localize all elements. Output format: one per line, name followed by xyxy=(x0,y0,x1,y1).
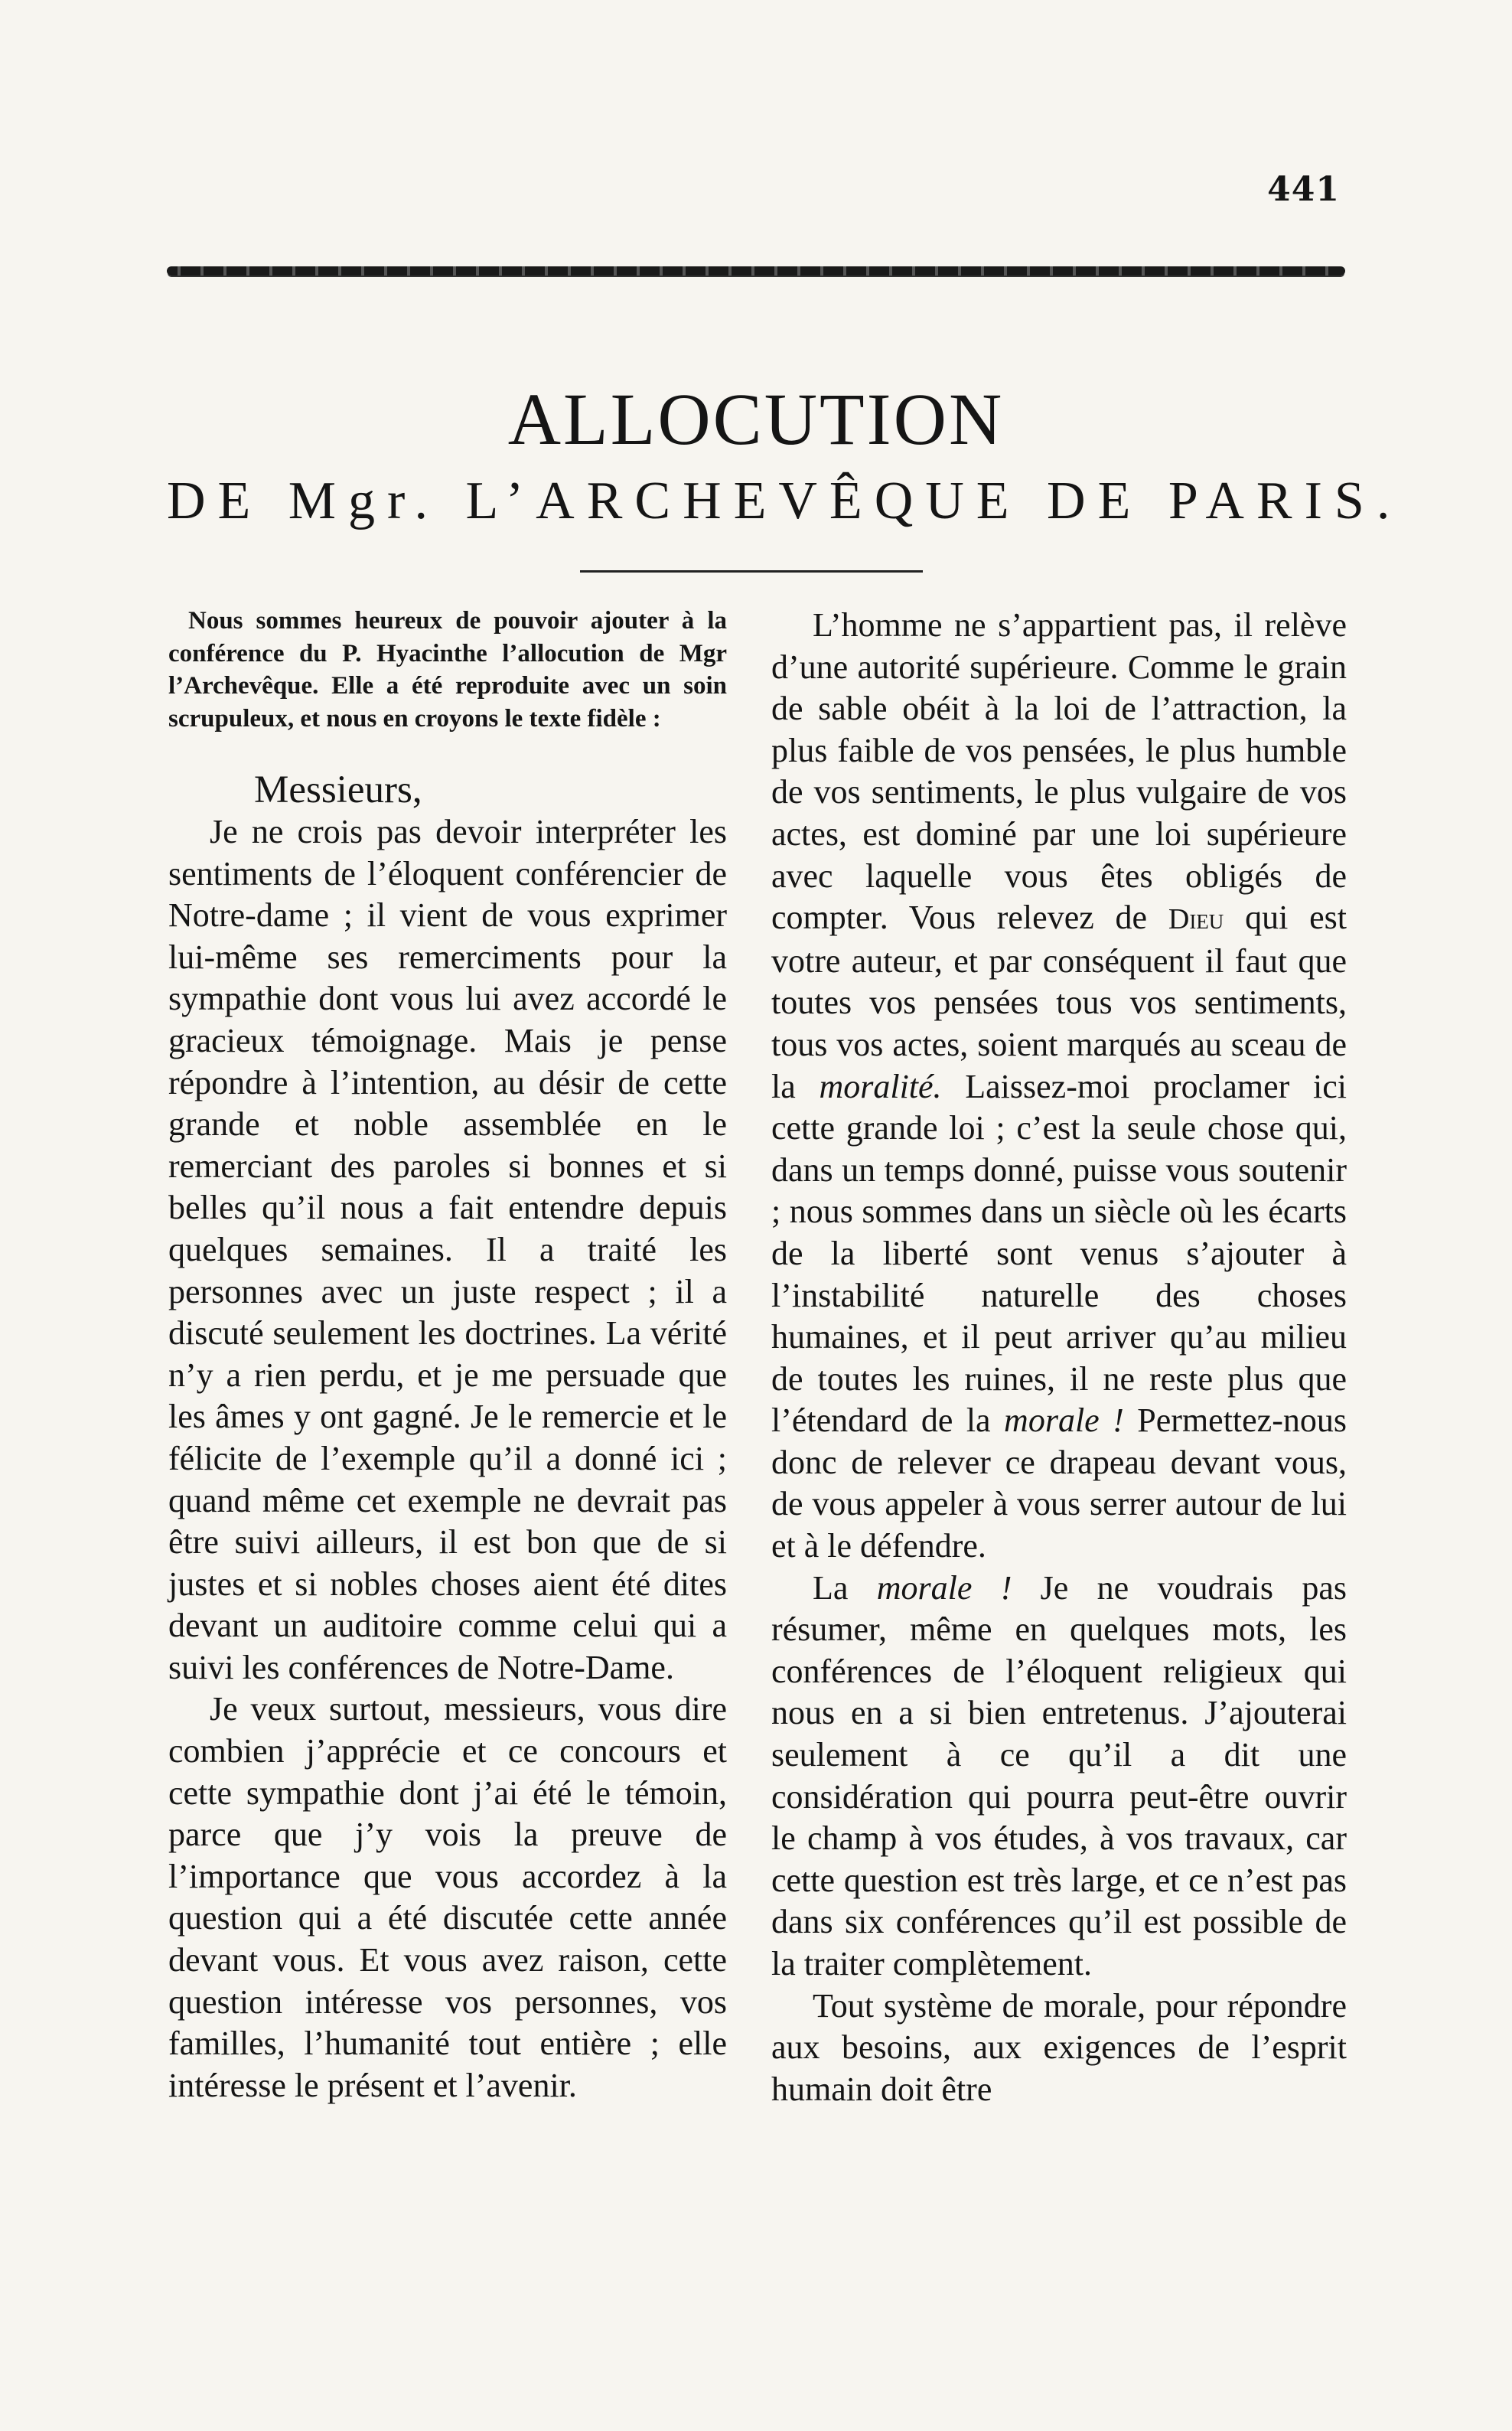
paragraph: Tout système de morale, pour répondre aux besoins, aux exigences de l’esprit humain doit être xyxy=(771,1986,1347,2108)
text-run: L’homme ne s’appartient pas, il relève d’une autorité supérieure. Comme le grain de sable obéit à la loi de l’attraction, la plus faible de vos pensées, le plus humble de vos sentiments, le plus vulgaire de vos actes, est dominé par une loi supérieure avec laquelle vous êtes obligés de compter. Vous relevez de xyxy=(771,606,1347,937)
italic-word: moralité. xyxy=(819,1067,942,1105)
left-column xyxy=(168,605,727,2106)
text-run: Laissez-moi proclamer ici cette grande loi ; c’est la seule chose qui, dans un temps donné, puisse vous soutenir ; nous sommes dans un siècle où les écarts de la liberté sont venus s’ajouter à l’instabilité naturelle des choses humaines, et il peut arriver qu’au milieu de toutes les ruines, il ne reste plus que l’étendard de la xyxy=(771,1067,1347,1440)
page-number: 441 xyxy=(1267,170,1340,209)
small-caps-word: Dieu xyxy=(1168,903,1224,936)
text-run: Permettez-nous donc de relever ce drapeau devant vous, de vous appeler à vous serrer autour de lui et à le défendre. xyxy=(771,1401,1347,1565)
title-divider xyxy=(580,570,923,573)
text-run: Je ne voudrais pas résumer, même en quelques mots, les conférences de l’éloquent religieux qui nous en a si bien entretenus. J’ajouterai seulement à ce qu’il a dit une considération qui pourra peut-être ouvrir le champ à vos études, à vos travaux, car cette question est très large, et ce n’est pas dans six conférences qu’il est possible de la traiter complètement. xyxy=(771,1568,1347,1982)
text-run: qui est votre auteur, et par conséquent il faut que toutes vos pensées tous vos sentiments, tous vos actes, soient marqués au sceau de la xyxy=(771,899,1347,1105)
paragraph xyxy=(771,605,1347,1568)
page-subtitle: DE Mgr. L’ARCHEVÊQUE DE PARIS. xyxy=(167,472,1403,530)
editorial-intro: Nous sommes heureux de pouvoir ajouter à la conférence du P. Hyacinthe l’allocution de Mgr l’Archevêque. Elle a été reproduite avec un soin scrupuleux, et nous en croyons le texte fidèle : xyxy=(168,607,727,733)
paragraph: Je veux surtout, messieurs, vous dire combien j’apprécie et ce concours et cette sympathie dont j’ai été le témoin, parce que j’y vois la preuve de l’importance que vous accordez à la question qui a été discutée cette année devant vous. Et vous avez raison, cette question intéresse vos personnes, vos familles, l’humanité tout entière ; elle intéresse le présent et l’avenir. xyxy=(168,1690,727,2104)
paragraph xyxy=(771,1568,1347,1986)
header-rule xyxy=(167,266,1345,276)
italic-word: morale ! xyxy=(876,1568,1012,1607)
right-column xyxy=(771,605,1347,2110)
italic-word: morale ! xyxy=(1004,1401,1124,1440)
paragraph: Je ne crois pas devoir interpréter les sentiments de l’éloquent conférencier de Notre-dame ; il vient de vous exprimer lui-même ses remerciments pour la sympathie dont vous lui avez accordé le gracieux témoignage. Mais je pense répondre à l’intention, au désir de cette grande et noble assemblée en le remerciant des paroles si bonnes et si belles qu’il nous a fait entendre depuis quelques semaines. Il a traité les personnes avec un juste respect ; il a discuté seulement les doctrines. La vérité n’y a rien perdu, et je me persuade que les âmes y ont gagné. Je le remercie et le félicite de l’exemple qu’il a donné ici ; quand même cet exemple ne devrait pas être suivi ailleurs, il est bon que de si justes et si nobles choses aient été dites devant un auditoire comme celui qui a suivi les conférences de Notre-Dame. xyxy=(168,813,727,1686)
salutation: Messieurs, xyxy=(254,768,422,811)
text-run: La xyxy=(813,1568,877,1607)
page-title: ALLOCUTION xyxy=(507,378,1005,460)
